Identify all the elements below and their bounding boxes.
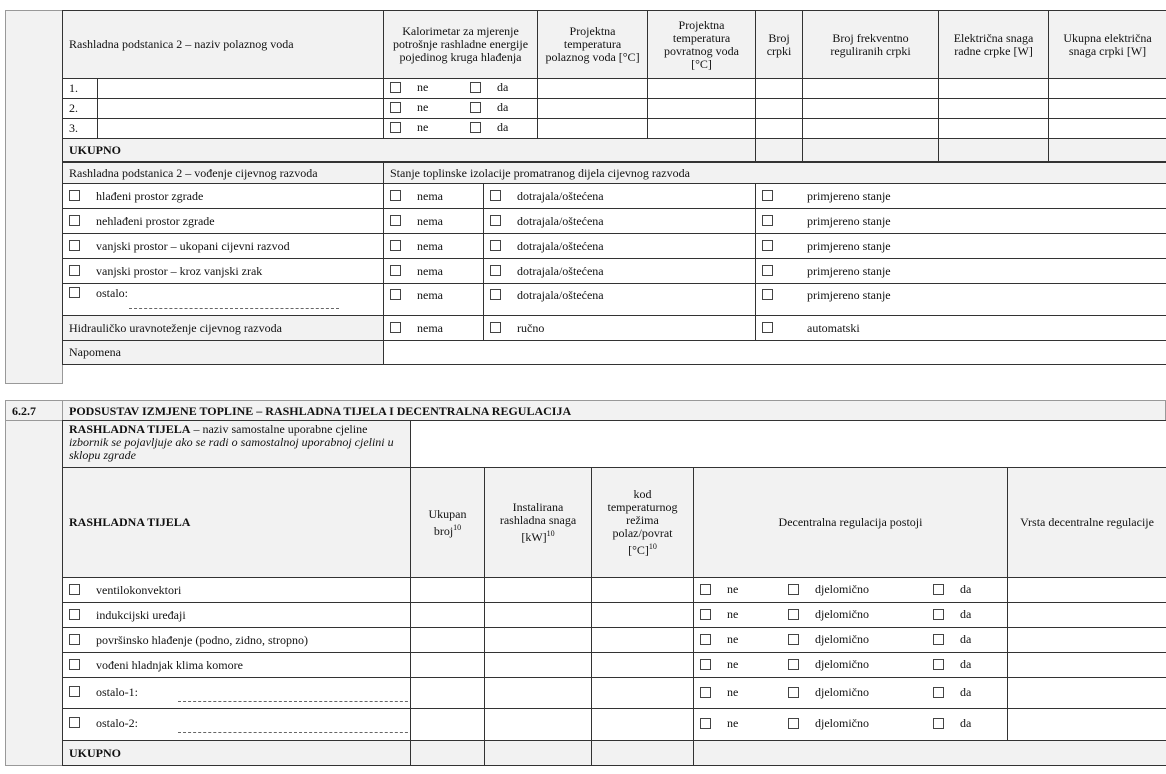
ukupno-ukupan[interactable] [411,741,485,766]
checkbox[interactable] [390,265,401,276]
footnote-ref: 10 [648,542,657,551]
frekv-input[interactable] [803,79,939,99]
checkbox[interactable] [933,634,944,645]
razvod-option[interactable] [63,284,384,316]
option-label: djelomično [815,606,869,621]
option-label: dotrajala/oštećena [517,288,604,302]
header-instalirana [485,468,592,578]
ukupno-label [63,139,756,162]
checkbox[interactable] [69,584,80,595]
vrsta-input[interactable] [1008,678,1166,709]
ukupno-ukupna-snaga[interactable] [1049,139,1166,162]
checkbox[interactable] [69,240,80,251]
naziv-bold: RASHLADNA TIJELA [69,422,191,436]
tijelo-label: ostalo-1: [96,684,138,699]
ukupno-text: UKUPNO [69,745,121,760]
table-row [63,259,1166,284]
checkbox[interactable] [762,190,773,201]
table-row [63,79,1166,99]
decentralna-options [694,603,1008,628]
option-label: dotrajala/oštećena [517,263,604,278]
option-label: djelomično [815,684,869,699]
option-label: ne [417,80,429,94]
rezim-input[interactable] [592,678,694,709]
option-primjereno[interactable] [756,284,1166,316]
tijelo-option[interactable] [63,603,411,628]
row-number: 2. [63,99,98,119]
checkbox[interactable] [700,687,711,698]
option-label: automatski [807,320,860,335]
instalirana-input[interactable] [485,653,592,678]
checkbox[interactable] [933,659,944,670]
header-ukupna-snaga: Ukupna električna snaga crpki [W] [1049,11,1166,79]
broj-crpki-input[interactable] [756,119,803,139]
checkbox[interactable] [69,215,80,226]
option-label: dotrajala/oštećena [517,188,604,203]
temp-polaz-input[interactable] [538,79,648,99]
checkbox[interactable] [700,718,711,729]
tijelo-label: površinsko hlađenje (podno, zidno, stropno) [96,632,308,647]
table-row [63,184,1166,209]
tijelo-option[interactable] [63,653,411,678]
ukupno-broj[interactable] [756,139,803,162]
instalirana-input[interactable] [485,603,592,628]
header-vrsta: Vrsta decentralne regulacije [1008,468,1166,578]
rezim-input[interactable] [592,578,694,603]
header-rezim [592,468,694,578]
section-title: PODSUSTAV IZMJENE TOPLINE – RASHLADNA TIJELA I DECENTRALNA REGULACIJA [62,400,1166,421]
rezim-input[interactable] [592,603,694,628]
naziv-input[interactable] [98,119,384,139]
rashladna-tijela-table [62,420,1166,766]
razvod-label: nehlađeni prostor zgrade [96,213,215,228]
checkbox[interactable] [788,634,799,645]
checkbox[interactable] [69,717,80,728]
temp-polaz-input[interactable] [538,119,648,139]
ukupno-rezim[interactable] [592,741,694,766]
option-label: ručno [517,320,545,335]
decentralna-options [694,678,1008,709]
naziv-input[interactable] [98,99,384,119]
option-label: ne [727,656,739,671]
razvod-label: vanjski prostor – kroz vanjski zrak [96,263,263,278]
header-ukupan [411,468,485,578]
tijelo-option[interactable] [63,678,411,709]
checkbox[interactable] [700,609,711,620]
razvod-option[interactable] [63,184,384,209]
ukupno-instalirana[interactable] [485,741,592,766]
checkbox[interactable] [762,240,773,251]
checkbox[interactable] [788,584,799,595]
decentralna-options [694,709,1008,741]
option-label: dotrajala/oštećena [517,238,604,253]
checkbox[interactable] [390,190,401,201]
checkbox[interactable] [490,190,501,201]
ukupan-input[interactable] [411,709,485,741]
checkbox[interactable] [700,634,711,645]
naziv-italic: izbornik se pojavljuje ako se radi o samostalnoj uporabnoj cjelini u sklopu zgrade [69,435,394,462]
option-label: nema [417,238,443,253]
hidraulicko-nema[interactable] [384,316,484,341]
razvod-option[interactable] [63,259,384,284]
temp-povrat-input[interactable] [648,99,756,119]
checkbox[interactable] [390,122,401,133]
vrsta-input[interactable] [1008,653,1166,678]
table-row [63,603,1166,628]
ukupno-label [63,741,411,766]
kalorimetar-options [384,99,538,119]
vrsta-input[interactable] [1008,709,1166,741]
checkbox[interactable] [490,322,501,333]
ukupno-snaga-radne[interactable] [939,139,1049,162]
temp-povrat-input[interactable] [648,79,756,99]
instalirana-input[interactable] [485,678,592,709]
header-tijela-text: RASHLADNA TIJELA [69,515,191,529]
frekv-input[interactable] [803,119,939,139]
header-temp-povrat: Projektna temperatura povratnog voda [°C] [648,11,756,79]
row-number: 3. [63,119,98,139]
razvod-header-label: Rashladna podstanica 2 – vođenje cijevnog razvoda [63,163,384,184]
option-label: da [497,100,509,114]
tijelo-label: vođeni hladnjak klima komore [96,657,243,672]
table-row [63,284,1166,316]
naziv-cjeline-input[interactable] [411,421,1166,468]
option-label: djelomično [815,631,869,646]
table-row [63,99,1166,119]
checkbox[interactable] [700,584,711,595]
checkbox[interactable] [390,322,401,333]
option-dotrajala[interactable] [484,284,756,316]
option-label: primjereno stanje [807,238,891,253]
option-label: da [960,581,972,596]
checkbox[interactable] [69,609,80,620]
razvod-option[interactable] [63,234,384,259]
razvod-label: hlađeni prostor zgrade [96,188,204,203]
temp-povrat-input[interactable] [648,119,756,139]
table-row [63,578,1166,603]
option-dotrajala[interactable] [484,184,756,209]
checkbox[interactable] [470,82,481,93]
option-label: nema [417,320,443,335]
option-label: da [960,716,972,730]
ukupno-text: UKUPNO [69,142,121,157]
checkbox[interactable] [490,240,501,251]
left-margin-column-2 [5,420,63,766]
ukupno-empty [694,741,1166,766]
option-nema[interactable] [384,284,484,316]
naziv-input[interactable] [98,79,384,99]
header-kalorimetar: Kalorimetar za mjerenje potrošnje rashladne energije pojedinog kruga hlađenja [384,11,538,79]
ukupan-input[interactable] [411,678,485,709]
row-number: 1. [63,79,98,99]
checkbox[interactable] [490,289,501,300]
kalorimetar-options [384,119,538,139]
section-number: 6.2.7 [5,400,63,421]
checkbox[interactable] [933,687,944,698]
checkbox[interactable] [390,102,401,113]
decentralna-options [694,578,1008,603]
ukupna-snaga-input[interactable] [1049,99,1166,119]
option-label: da [960,656,972,671]
footnote-ref: 10 [453,522,462,532]
checkbox[interactable] [490,215,501,226]
option-label: djelomično [815,656,869,671]
option-nema[interactable] [384,234,484,259]
napomena-label: Napomena [63,341,384,365]
naziv-rest: – naziv samostalne uporabne cjeline [190,422,368,436]
checkbox[interactable] [470,102,481,113]
ukupan-input[interactable] [411,603,485,628]
razvod-label: ostalo: [96,285,128,300]
table-row [63,709,1166,741]
ukupno-frekv[interactable] [803,139,939,162]
napomena-input[interactable] [384,341,1166,365]
option-label: nema [417,288,443,302]
broj-crpki-input[interactable] [756,99,803,119]
checkbox[interactable] [788,718,799,729]
checkbox[interactable] [69,686,80,697]
header-temp-polaz: Projektna temperatura polaznog voda [°C] [538,11,648,79]
razvod-option[interactable] [63,209,384,234]
checkbox[interactable] [762,289,773,300]
option-label: dotrajala/oštećena [517,213,604,228]
header-decentralna: Decentralna regulacija postoji [694,468,1008,578]
checkbox[interactable] [390,289,401,300]
checkbox[interactable] [788,609,799,620]
razvod-table [62,162,1166,365]
checkbox[interactable] [69,265,80,276]
checkbox[interactable] [700,659,711,670]
tijelo-option[interactable] [63,628,411,653]
option-primjereno[interactable] [756,259,1166,284]
broj-crpki-input[interactable] [756,79,803,99]
checkbox[interactable] [390,215,401,226]
table-row [63,628,1166,653]
instalirana-input[interactable] [485,578,592,603]
hidraulicko-label: Hidrauličko uravnoteženje cijevnog razvoda [63,316,384,341]
header-tijela [63,468,411,578]
checkbox[interactable] [390,240,401,251]
table-row [63,119,1166,139]
tijelo-label: ostalo-2: [96,716,138,730]
checkbox[interactable] [390,82,401,93]
checkbox[interactable] [788,659,799,670]
ukupan-input[interactable] [411,653,485,678]
ukupna-snaga-input[interactable] [1049,79,1166,99]
rezim-input[interactable] [592,653,694,678]
header-naziv: Rashladna podstanica 2 – naziv polaznog voda [63,11,384,79]
hidraulicko-rucno[interactable] [484,316,756,341]
option-label: nema [417,213,443,228]
checkbox[interactable] [490,265,501,276]
naziv-cjeline-label [63,421,411,468]
option-label: ne [727,631,739,646]
kalorimetar-options [384,79,538,99]
option-label: ne [727,684,739,699]
option-label: da [497,120,509,134]
option-nema[interactable] [384,259,484,284]
polazni-vod-table [62,10,1166,162]
option-dotrajala[interactable] [484,234,756,259]
checkbox[interactable] [69,634,80,645]
option-dotrajala[interactable] [484,209,756,234]
option-label: ne [727,716,739,730]
razvod-header-stanje: Stanje toplinske izolacije promatranog dijela cijevnog razvoda [384,163,1166,184]
vrsta-input[interactable] [1008,628,1166,653]
checkbox[interactable] [69,287,80,298]
option-label: primjereno stanje [807,288,891,302]
snaga-radne-input[interactable] [939,79,1049,99]
instalirana-input[interactable] [485,628,592,653]
snaga-radne-input[interactable] [939,119,1049,139]
checkbox[interactable] [788,687,799,698]
option-dotrajala[interactable] [484,259,756,284]
option-label: ne [727,581,739,596]
option-label: primjereno stanje [807,263,891,278]
option-nema[interactable] [384,209,484,234]
option-label: da [960,606,972,621]
option-label: primjereno stanje [807,213,891,228]
frekv-input[interactable] [803,99,939,119]
option-label: ne [417,100,429,114]
ostalo-input[interactable] [178,700,411,702]
checkbox[interactable] [470,122,481,133]
option-label: nema [417,188,443,203]
razvod-label: vanjski prostor – ukopani cijevni razvod [96,238,290,253]
checkbox[interactable] [933,718,944,729]
checkbox[interactable] [69,190,80,201]
header-frekv: Broj frekventno reguliranih crpki [803,11,939,79]
table-row [63,653,1166,678]
footnote-ref: 10 [546,529,555,538]
instalirana-input[interactable] [485,709,592,741]
table-row [63,209,1166,234]
decentralna-options [694,653,1008,678]
option-label: da [960,631,972,646]
tijelo-option[interactable] [63,709,411,741]
tijelo-label: indukcijski uređaji [96,607,186,622]
table-row [63,234,1166,259]
checkbox[interactable] [933,584,944,595]
tijelo-label: ventilokonvektori [96,582,182,597]
header-instalirana-text: Instalirana rashladna snaga [kW] [499,500,577,544]
header-ukupan-text: Ukupan broj [428,506,467,538]
checkbox[interactable] [762,322,773,333]
option-label: djelomično [815,716,869,730]
header-snaga-radne: Električna snaga radne crpke [W] [939,11,1049,79]
temp-polaz-input[interactable] [538,99,648,119]
option-label: nema [417,263,443,278]
option-label: da [497,80,509,94]
option-label: djelomično [815,581,869,596]
option-label: da [960,684,972,699]
tijelo-option[interactable] [63,578,411,603]
table-row [63,678,1166,709]
option-primjereno[interactable] [756,184,1166,209]
decentralna-options [694,628,1008,653]
vrsta-input[interactable] [1008,578,1166,603]
ukupan-input[interactable] [411,628,485,653]
ukupna-snaga-input[interactable] [1049,119,1166,139]
header-rezim-text: kod temperaturnog režima polaz/povrat [°C] [607,487,678,557]
checkbox[interactable] [933,609,944,620]
checkbox[interactable] [762,215,773,226]
rezim-input[interactable] [592,628,694,653]
checkbox[interactable] [69,659,80,670]
ostalo-input[interactable] [178,731,411,733]
ostalo-input[interactable] [129,307,339,309]
rezim-input[interactable] [592,709,694,741]
snaga-radne-input[interactable] [939,99,1049,119]
option-primjereno[interactable] [756,209,1166,234]
option-primjereno[interactable] [756,234,1166,259]
option-label: primjereno stanje [807,188,891,203]
option-nema[interactable] [384,184,484,209]
ukupan-input[interactable] [411,578,485,603]
option-label: ne [417,120,429,134]
checkbox[interactable] [762,265,773,276]
header-broj-crpki: Broj crpki [756,11,803,79]
vrsta-input[interactable] [1008,603,1166,628]
hidraulicko-automatski[interactable] [756,316,1166,341]
left-margin-column [5,10,63,384]
option-label: ne [727,606,739,621]
